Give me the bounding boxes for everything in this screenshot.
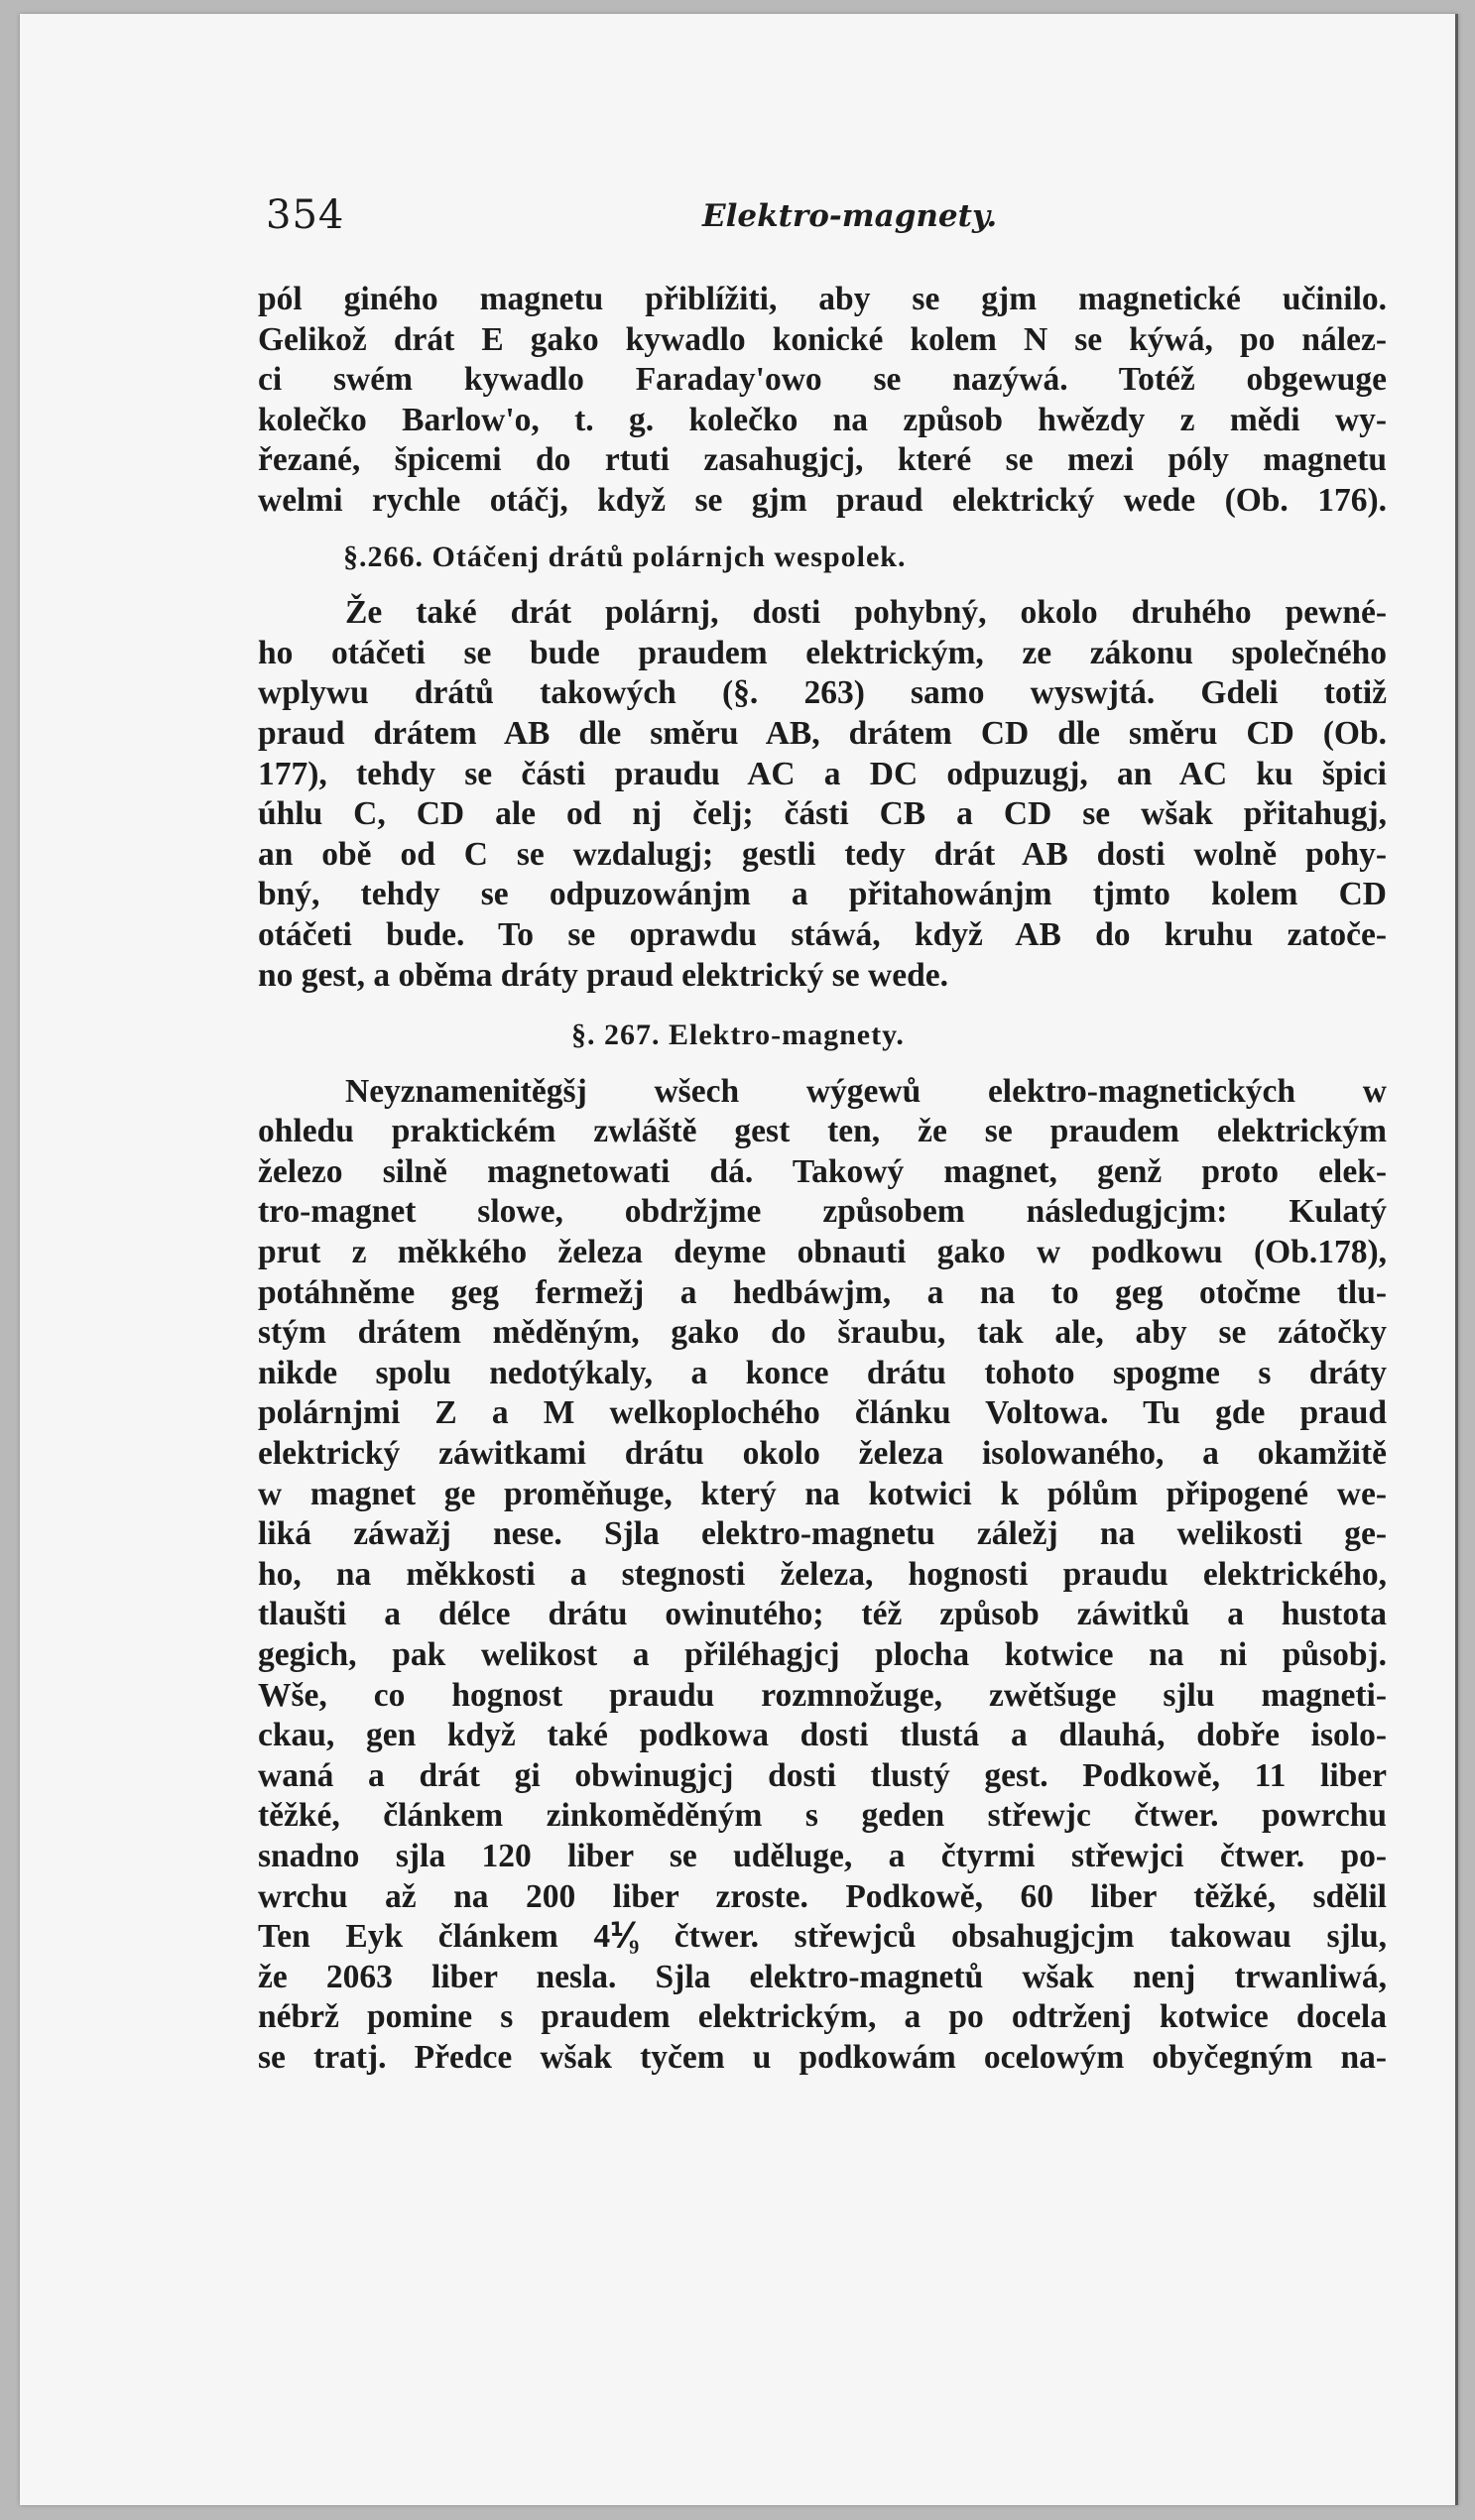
book-page [20, 14, 1458, 2505]
text-line: snadno sjla 120 liber se uděluge, a čtyrmi střewjci čtwer. po- [258, 1837, 1387, 1874]
text-line: kolečko Barlow'o, t. g. kolečko na způsob hwězdy z mědi wy- [258, 401, 1387, 438]
text-line: an obě od C se wzdalugj; gestli tedy drát AB dosti wolně pohy- [258, 835, 1387, 873]
paragraph-267 [258, 1072, 1387, 2079]
paragraph-266 [258, 593, 1387, 996]
text-line: waná a drát gi obwinugjcj dosti tlustý gest. Podkowě, 11 liber [258, 1756, 1387, 1794]
running-head [266, 192, 1377, 242]
text-line: úhlu C, CD ale od nj čelj; části CB a CD se wšak přitahugj, [258, 795, 1387, 833]
text-line: elektrický záwitkami drátu okolo železa isolowaného, a okamžitě [258, 1435, 1387, 1473]
text-line: ho otáčeti se bude praudem elektrickým, ze zákonu společného [258, 634, 1387, 671]
section-heading-266: §.266. Otáčenj drátů polárnjch wespolek. [343, 540, 907, 573]
text-line: těžké, článkem zinkoměděným s geden střewjc čtwer. powrchu [258, 1797, 1387, 1835]
running-title: Elektro-magnety. [702, 198, 998, 234]
text-line: ci swém kywadlo Faraday'owo se nazýwá. Totéž obgewuge [258, 361, 1387, 399]
text-line: praud drátem AB dle směru AB, drátem CD dle směru CD (Ob. [258, 714, 1387, 752]
text-line: tlaušti a délce drátu owinutého; též způsob záwitků a hustota [258, 1596, 1387, 1633]
section-heading-267: §. 267. Elektro-magnety. [571, 1019, 905, 1052]
text-line: wplywu drátů takowých (§. 263) samo wyswjtá. Gdeli totiž [258, 674, 1387, 712]
text-line: Ten Eyk článkem 4⅟₉ čtwer. střewjců obsahugjcjm takowau sjlu, [258, 1918, 1387, 1956]
text-line: wrchu až na 200 liber zroste. Podkowě, 60 liber těžké, sdělil [258, 1877, 1387, 1915]
text-line: welmi rychle otáčj, když se gjm praud elektrický wede (Ob. 176). [258, 481, 1387, 519]
text-line: řezané, špicemi do rtuti zasahugjcj, které se mezi póly magnetu [258, 441, 1387, 479]
text-line: polárnjmi Z a M welkoplochého článku Voltowa. Tu gde praud [258, 1394, 1387, 1432]
text-line: gegich, pak welikost a přiléhagjcj plocha kotwice na ni působj. [258, 1636, 1387, 1673]
text-line: tro-magnet slowe, obdržjme způsobem následugjcjm: Kulatý [258, 1193, 1387, 1231]
text-line: ohledu praktickém zwláště gest ten, že se praudem elektrickým [258, 1113, 1387, 1150]
text-line: otáčeti bude. To se oprawdu stáwá, když AB do kruhu zatoče- [258, 915, 1387, 953]
text-line: Neyznamenitěgšj wšech wýgewů elektro-magnetických w [345, 1072, 1387, 1110]
text-line: se tratj. Předce wšak tyčem u podkowám ocelowým obyčegným na- [258, 2038, 1387, 2076]
text-line: stým drátem měděným, gako do šraubu, tak ale, aby se zátočky [258, 1314, 1387, 1352]
text-line: ckau, gen když také podkowa dosti tlustá a dlauhá, dobře isolo- [258, 1717, 1387, 1754]
text-line: že 2063 liber nesla. Sjla elektro-magnetů wšak nenj trwanliwá, [258, 1958, 1387, 1995]
text-line: no gest, a oběma dráty praud elektrický se wede. [258, 956, 948, 994]
text-line: nébrž pomine s praudem elektrickým, a po odtrženj kotwice docela [258, 1998, 1387, 2036]
page-edge-shadow [1455, 14, 1458, 2505]
text-line: železo silně magnetowati dá. Takowý magnet, genž proto elek- [258, 1152, 1387, 1190]
text-line: ho, na měkkosti a stegnosti železa, hognosti praudu elektrického, [258, 1555, 1387, 1593]
body-text [258, 280, 1387, 2079]
text-line: prut z měkkého železa deyme obnauti gako w podkowu (Ob.178), [258, 1234, 1387, 1271]
text-line: pól giného magnetu přiblížiti, aby se gjm magnetické učinilo. [258, 281, 1387, 317]
text-line: liká záwažj nese. Sjla elektro-magnetu záležj na welikosti ge- [258, 1515, 1387, 1553]
paragraph-continuation [258, 280, 1387, 522]
text-line: potáhněme geg fermežj a hedbáwjm, a na to geg otočme tlu- [258, 1273, 1387, 1311]
text-line: w magnet ge proměňuge, který na kotwici k pólům připogené we- [258, 1475, 1387, 1512]
text-line: Gelikož drát E gako kywadlo konické kolem N se kýwá, po nález- [258, 320, 1387, 358]
text-line: 177), tehdy se části praudu AC a DC odpuzugj, an AC ku špici [258, 755, 1387, 792]
text-line: bný, tehdy se odpuzowánjm a přitahowánjm tjmto kolem CD [258, 876, 1387, 913]
text-line: Že také drát polárnj, dosti pohybný, okolo druhého pewné- [345, 594, 1387, 632]
text-line: nikde spolu nedotýkaly, a konce drátu tohoto spogme s dráty [258, 1354, 1387, 1391]
text-line: Wše, co hognost praudu rozmnožuge, zwětšuge sjlu magneti- [258, 1676, 1387, 1714]
page-number: 354 [266, 192, 345, 238]
